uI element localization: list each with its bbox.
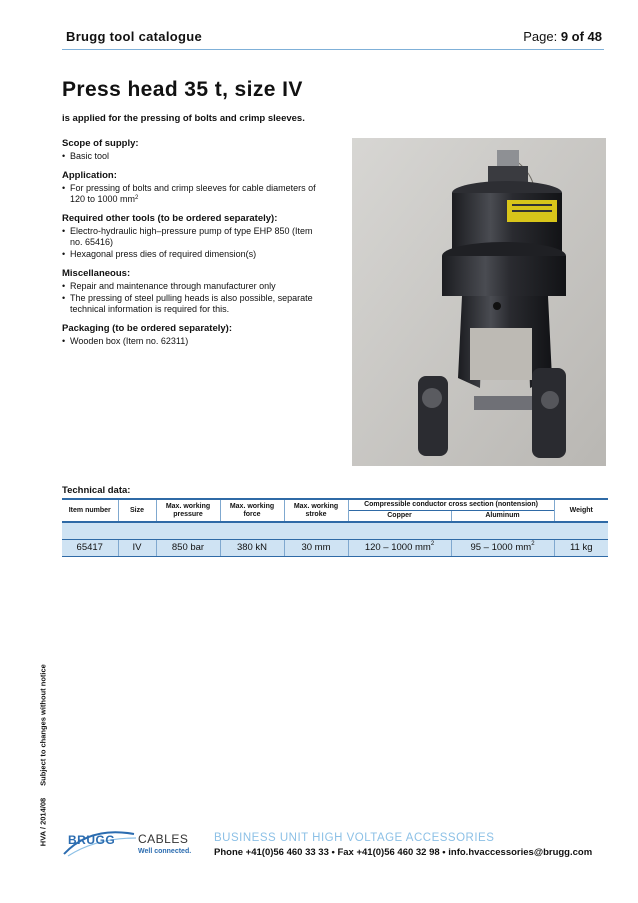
technical-data-label: Technical data:	[62, 485, 131, 496]
cell-stroke: 30 mm	[284, 539, 348, 556]
col-copper: Copper	[348, 511, 451, 523]
list-item: • Electro-hydraulic high–pressure pump of type EHP 850 (Item no. 65416)	[62, 226, 317, 248]
logo-cables: CABLES	[138, 832, 189, 846]
cell-weight: 11 kg	[554, 539, 608, 556]
footer-business-unit: BUSINESS UNIT HIGH VOLTAGE ACCESSORIES	[214, 832, 495, 844]
miscellaneous-section	[62, 268, 317, 315]
scope-section	[62, 138, 317, 162]
list-item: • Repair and maintenance through manufacturer only	[62, 281, 317, 292]
cell-copper: 120 – 1000 $mm^2$	[348, 539, 451, 556]
footer-contact: Phone +41(0)56 460 33 33 • Fax +41(0)56 460 32 98 • info.hvaccessories@brugg.com	[214, 847, 593, 858]
catalogue-title: Brugg tool catalogue	[66, 29, 202, 44]
cell-pressure: 850 bar	[156, 539, 220, 556]
side-notice: Subject to changes without notice	[38, 664, 48, 786]
page-subtitle: is applied for the pressing of bolts and crimp sleeves.	[62, 113, 305, 124]
page-number: Page: 9 of 48	[523, 29, 602, 44]
col-force: Max. working force	[220, 499, 284, 522]
required-tools-heading: Required other tools (to be ordered separately):	[62, 213, 278, 224]
col-size: Size	[118, 499, 156, 522]
miscellaneous-heading: Miscellaneous:	[62, 268, 131, 279]
page-header	[62, 26, 604, 50]
list-item: • Basic tool	[62, 151, 317, 162]
table-row	[62, 539, 608, 556]
col-pressure: Max. working pressure	[156, 499, 220, 522]
required-tools-section	[62, 213, 317, 260]
logo-brugg: BRUGG	[68, 833, 116, 847]
list-item: • Hexagonal press dies of required dimension(s)	[62, 249, 317, 260]
packaging-heading: Packaging (to be ordered separately):	[62, 323, 232, 334]
list-item: • For pressing of bolts and crimp sleeves for cable diameters of 120 to 1000 $mm^2$	[62, 183, 317, 205]
brugg-logo	[60, 828, 210, 862]
scope-heading: Scope of supply:	[62, 138, 139, 149]
cell-force: 380 kN	[220, 539, 284, 556]
description-block	[62, 138, 317, 355]
col-conductor-group: Compressible conductor cross section (nontension)	[348, 499, 554, 511]
application-heading: Application:	[62, 170, 117, 181]
cell-item-number: 65417	[62, 539, 118, 556]
list-item: • Wooden box (Item no. 62311)	[62, 336, 317, 347]
list-item: • The pressing of steel pulling heads is also possible, separate technical information is required for this.	[62, 293, 317, 315]
col-weight: Weight	[554, 499, 608, 522]
side-date: HVA / 2014/08	[38, 797, 48, 847]
cell-size: IV	[118, 539, 156, 556]
technical-data-table	[62, 498, 608, 557]
application-section	[62, 170, 317, 205]
product-photo	[352, 138, 606, 466]
logo-tagline: Well connected.	[138, 848, 192, 855]
cell-aluminum: 95 – 1000 $mm^2$	[451, 539, 554, 556]
page-title: Press head 35 t, size IV	[62, 78, 303, 101]
packaging-section	[62, 323, 317, 347]
col-aluminum: Aluminum	[451, 511, 554, 523]
col-stroke: Max. working stroke	[284, 499, 348, 522]
col-item-number: Item number	[68, 506, 111, 514]
